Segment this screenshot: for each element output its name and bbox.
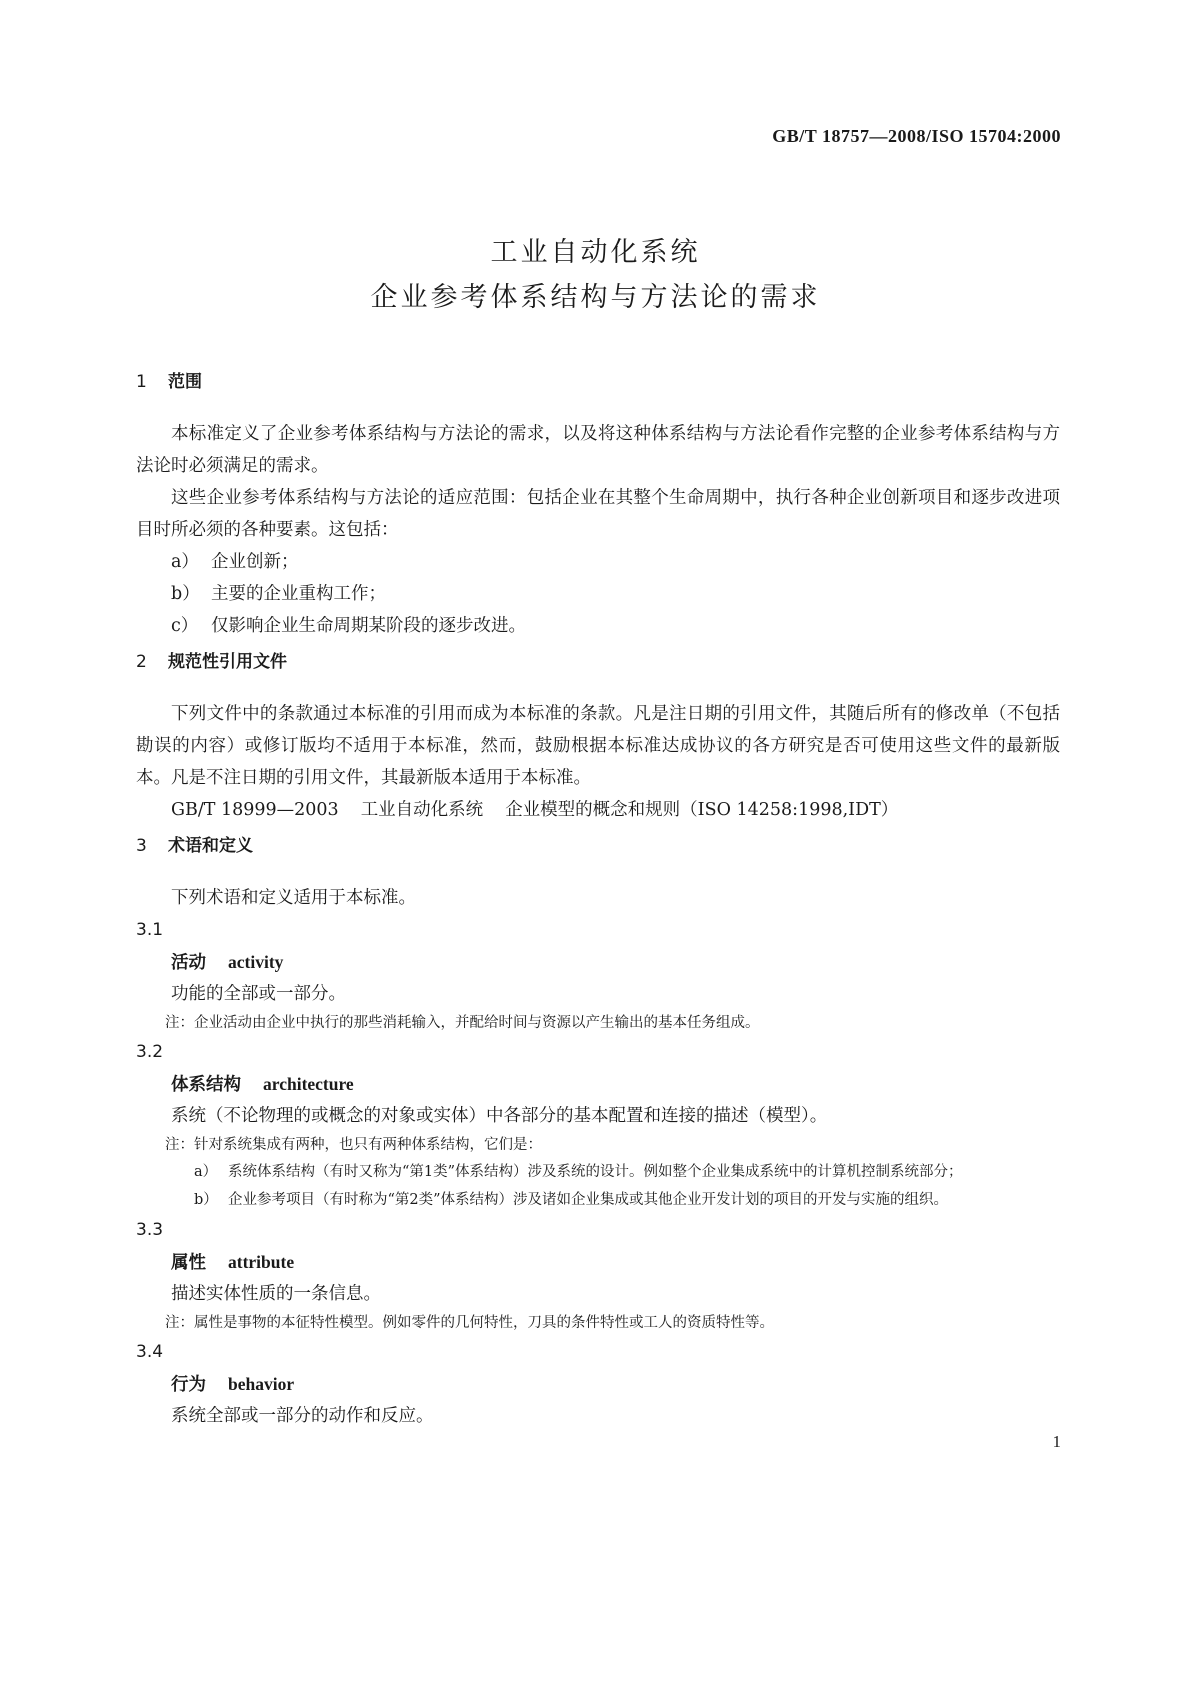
term-zh: 属性 bbox=[171, 1253, 206, 1273]
term-definition: 系统（不论物理的或概念的对象或实体）中各部分的基本配置和连接的描述（模型）。 bbox=[171, 1106, 828, 1126]
term-number: 3.1 bbox=[136, 920, 164, 940]
list-text: 企业创新； bbox=[211, 552, 299, 572]
term-number: 3.2 bbox=[136, 1042, 164, 1062]
term-en: attribute bbox=[228, 1252, 295, 1272]
note-list-item bbox=[136, 1186, 1060, 1214]
section-title: 术语和定义 bbox=[168, 836, 253, 856]
paragraph: 这些企业参考体系结构与方法论的适应范围：包括企业在其整个生命周期中，执行各种企业创新项目和逐步改进项目时所必须的各种要素。这包括： bbox=[136, 488, 1060, 540]
term-zh: 体系结构 bbox=[171, 1075, 241, 1095]
section-number: 2 bbox=[136, 652, 147, 672]
section-2-heading bbox=[136, 646, 1060, 678]
list-marker: b） bbox=[194, 1192, 218, 1208]
title-line-2: 企业参考体系结构与方法论的需求 bbox=[370, 282, 821, 313]
term-note: 注：企业活动由企业中执行的那些消耗输入，并配给时间与资源以产生输出的基本任务组成。 bbox=[165, 1015, 760, 1031]
list-text: 主要的企业重构工作； bbox=[211, 584, 386, 604]
term-zh: 活动 bbox=[171, 953, 206, 973]
section-3-heading bbox=[136, 830, 1060, 862]
term-definition: 系统全部或一部分的动作和反应。 bbox=[171, 1406, 434, 1426]
list-text: 仅影响企业生命周期某阶段的逐步改进。 bbox=[211, 616, 526, 636]
term-name bbox=[136, 1068, 1060, 1100]
reference-subtitle: 企业模型的概念和规则（ISO 14258:1998,IDT） bbox=[505, 800, 899, 820]
term-en: behavior bbox=[228, 1374, 295, 1394]
paragraph: 下列文件中的条款通过本标准的引用而成为本标准的条款。凡是注日期的引用文件，其随后所有的修改单（不包括勘误的内容）或修订版均不适用于本标准，然而，鼓励根据本标准达成协议的各方研究是否可使用这些文件的最新版本。凡是不注日期的引用文件，其最新版本适用于本标准。 bbox=[136, 704, 1060, 788]
list-marker: b） bbox=[171, 584, 200, 604]
list-item bbox=[136, 546, 1060, 578]
term-name bbox=[136, 1246, 1060, 1278]
section-number: 3 bbox=[136, 836, 147, 856]
list-item bbox=[136, 610, 1060, 642]
standard-number: GB/T 18757—2008/ISO 15704:2000 bbox=[772, 126, 1061, 146]
term-zh: 行为 bbox=[171, 1375, 206, 1395]
term-note: 注：针对系统集成有两种，也只有两种体系结构，它们是： bbox=[165, 1137, 542, 1153]
paragraph: 下列术语和定义适用于本标准。 bbox=[171, 888, 416, 908]
page-number: 1 bbox=[1052, 1432, 1061, 1451]
document-body bbox=[136, 366, 1060, 1432]
reference-code: GB/T 18999—2003 bbox=[171, 800, 339, 820]
term-number: 3.3 bbox=[136, 1220, 164, 1240]
term-name bbox=[136, 946, 1060, 978]
term-en: activity bbox=[228, 952, 284, 972]
list-text: 系统体系结构（有时又称为“第1类”体系结构）涉及系统的设计。例如整个企业集成系统中的计算机控制系统部分； bbox=[228, 1164, 963, 1180]
section-1-heading bbox=[136, 366, 1060, 398]
term-name bbox=[136, 1368, 1060, 1400]
reference-title: 工业自动化系统 bbox=[360, 800, 484, 820]
note-list-item bbox=[136, 1158, 1060, 1186]
list-marker: a） bbox=[171, 552, 199, 572]
normative-reference bbox=[136, 794, 1060, 826]
section-number: 1 bbox=[136, 372, 147, 392]
list-marker: c） bbox=[171, 616, 199, 636]
term-en: architecture bbox=[263, 1074, 354, 1094]
title-line-1: 工业自动化系统 bbox=[490, 237, 701, 268]
term-number: 3.4 bbox=[136, 1342, 164, 1362]
section-title: 范围 bbox=[168, 372, 202, 392]
list-text: 企业参考项目（有时称为“第2类”体系结构）涉及诸如企业集成或其他企业开发计划的项目的开发与实施的组织。 bbox=[228, 1192, 949, 1208]
paragraph: 本标准定义了企业参考体系结构与方法论的需求，以及将这种体系结构与方法论看作完整的企业参考体系结构与方法论时必须满足的需求。 bbox=[136, 424, 1060, 476]
section-title: 规范性引用文件 bbox=[168, 652, 287, 672]
term-definition: 功能的全部或一部分。 bbox=[171, 984, 346, 1004]
list-marker: a） bbox=[194, 1164, 218, 1180]
term-note: 注：属性是事物的本征特性模型。例如零件的几何特性，刀具的条件特性或工人的资质特性等。 bbox=[165, 1315, 774, 1331]
list-item bbox=[136, 578, 1060, 610]
term-definition: 描述实体性质的一条信息。 bbox=[171, 1284, 381, 1304]
